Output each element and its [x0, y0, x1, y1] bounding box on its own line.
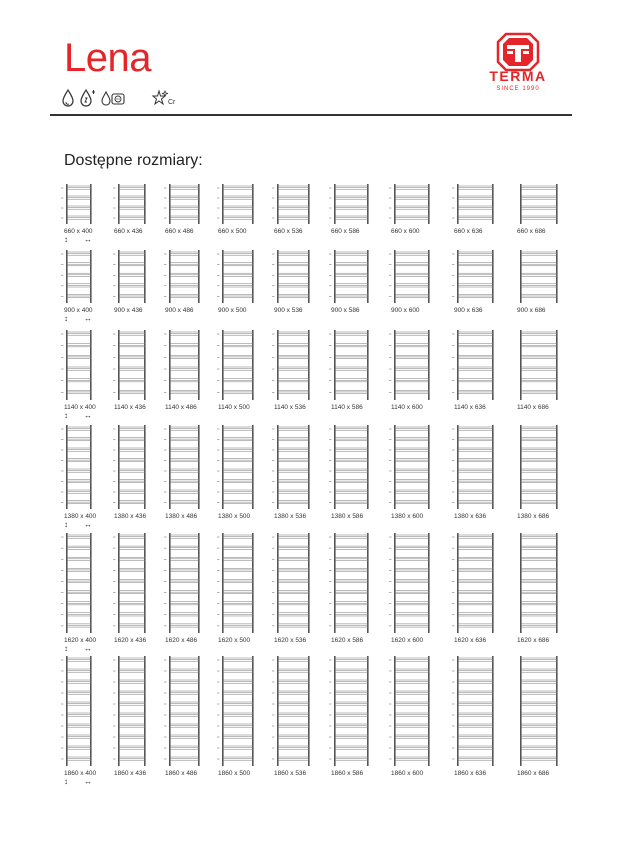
- size-label: 660 x 686: [517, 228, 546, 235]
- towel-radiator-icon: [271, 425, 312, 511]
- size-label: 1860 x 686: [517, 770, 550, 777]
- radiator-cell: [112, 184, 148, 254]
- radiator-cell: [60, 330, 94, 430]
- size-label: 900 x 500: [218, 307, 247, 314]
- towel-radiator-icon: [60, 533, 94, 635]
- radiator-cell: [60, 425, 97, 539]
- radiator-cell: [163, 250, 202, 333]
- size-label: 1620 x 436: [114, 637, 147, 644]
- height-arrow-icon: ↕: [64, 411, 68, 420]
- towel-radiator-icon: [388, 533, 432, 635]
- towel-radiator-icon: [328, 250, 371, 305]
- towel-radiator-icon: [112, 330, 148, 402]
- height-arrow-icon: ↕: [64, 314, 68, 323]
- size-label: 900 x 436: [114, 307, 143, 314]
- towel-radiator-icon: [216, 184, 256, 226]
- towel-radiator-icon: [388, 250, 432, 305]
- size-label: 1380 x 636: [454, 513, 487, 520]
- radiator-cell: [451, 250, 496, 333]
- radiator-cell: [163, 425, 202, 539]
- towel-radiator-icon: [112, 184, 148, 226]
- radiator-cell: [216, 330, 256, 430]
- size-label: 1620 x 636: [454, 637, 487, 644]
- towel-radiator-icon: [112, 250, 148, 305]
- size-label: 1140 x 586: [331, 404, 363, 411]
- radiator-cell: [328, 533, 371, 663]
- radiator-cell: [451, 330, 496, 430]
- radiator-cell: [163, 656, 202, 796]
- size-label: 1140 x 536: [274, 404, 306, 411]
- radiator-cell: [216, 250, 256, 333]
- towel-radiator-icon: [163, 425, 202, 511]
- sizes-heading: Dostępne rozmiary:: [64, 152, 203, 169]
- towel-radiator-icon: [328, 656, 371, 768]
- radiator-cell: [112, 250, 148, 333]
- height-arrow-icon: ↕: [64, 777, 68, 786]
- width-arrow-icon: ↔: [84, 314, 92, 323]
- towel-radiator-icon: [60, 330, 94, 402]
- width-arrow-icon: ↔: [84, 644, 92, 653]
- towel-radiator-icon: [388, 330, 432, 402]
- chrome-finish-icon: [150, 88, 176, 110]
- size-label: 1140 x 400: [64, 404, 96, 411]
- size-label: 660 x 486: [165, 228, 194, 235]
- water-drop-icon: [60, 88, 76, 108]
- towel-radiator-icon: [216, 533, 256, 635]
- radiator-cell: [112, 425, 148, 539]
- water-electric-icon: [78, 88, 98, 108]
- towel-radiator-icon: [216, 425, 256, 511]
- logo-since: SINCE 1990: [496, 86, 540, 92]
- size-label: 1140 x 500: [218, 404, 250, 411]
- towel-radiator-icon: [163, 656, 202, 768]
- size-label: 1860 x 500: [218, 770, 251, 777]
- radiator-cell: [216, 533, 256, 663]
- towel-radiator-icon: [388, 656, 432, 768]
- product-title: Lena: [64, 36, 151, 80]
- towel-radiator-icon: [112, 656, 148, 768]
- size-label: 1860 x 636: [454, 770, 487, 777]
- size-label: 660 x 400: [64, 228, 93, 235]
- towel-radiator-icon: [451, 330, 496, 402]
- size-label: 1620 x 600: [391, 637, 424, 644]
- size-label: 900 x 486: [165, 307, 194, 314]
- towel-radiator-icon: [163, 250, 202, 305]
- radiator-cell: [388, 184, 432, 254]
- towel-radiator-icon: [328, 425, 371, 511]
- radiator-cell: [388, 425, 432, 539]
- radiator-cell: [112, 533, 148, 663]
- towel-radiator-icon: [216, 330, 256, 402]
- towel-radiator-icon: [271, 656, 312, 768]
- radiator-cell: [451, 425, 496, 539]
- radiator-cell: [514, 533, 560, 663]
- size-label: 660 x 636: [454, 228, 483, 235]
- size-label: 1620 x 586: [331, 637, 364, 644]
- towel-radiator-icon: [451, 184, 496, 226]
- size-label: 1140 x 436: [114, 404, 146, 411]
- size-label: 1380 x 686: [517, 513, 550, 520]
- size-label: 900 x 600: [391, 307, 420, 314]
- logo-wordmark: TERMA: [489, 68, 547, 84]
- towel-radiator-icon: [60, 656, 94, 768]
- radiator-cell: [60, 656, 97, 796]
- radiator-cell: [328, 184, 371, 254]
- towel-radiator-icon: [216, 656, 256, 768]
- size-label: 1860 x 586: [331, 770, 364, 777]
- size-label: 1620 x 686: [517, 637, 550, 644]
- towel-radiator-icon: [271, 184, 312, 226]
- size-label: 660 x 586: [331, 228, 360, 235]
- radiator-cell: [60, 533, 97, 663]
- radiator-cell: [163, 330, 202, 430]
- radiator-cell: [60, 184, 94, 254]
- size-label: 900 x 586: [331, 307, 360, 314]
- radiator-cell: [328, 250, 371, 333]
- towel-radiator-icon: [514, 184, 560, 226]
- radiator-cell: [514, 250, 560, 333]
- radiator-cell: [271, 184, 312, 254]
- size-label: 900 x 400: [64, 307, 93, 314]
- size-label: 1380 x 600: [391, 513, 424, 520]
- towel-radiator-icon: [112, 425, 148, 511]
- size-label: 1620 x 536: [274, 637, 307, 644]
- height-arrow-icon: ↕: [64, 644, 68, 653]
- radiator-cell: [163, 533, 202, 663]
- size-label: 1860 x 436: [114, 770, 147, 777]
- towel-radiator-icon: [163, 533, 202, 635]
- towel-radiator-icon: [451, 250, 496, 305]
- radiator-cell: [271, 425, 312, 539]
- towel-radiator-icon: [451, 533, 496, 635]
- radiator-cell: [328, 656, 371, 796]
- towel-radiator-icon: [514, 425, 560, 511]
- radiator-cell: [388, 250, 432, 333]
- size-label: 1140 x 636: [454, 404, 486, 411]
- size-label: 1860 x 486: [165, 770, 198, 777]
- radiator-cell: [451, 533, 496, 663]
- size-label: 660 x 500: [218, 228, 247, 235]
- radiator-cell: [271, 656, 312, 796]
- radiator-cell: [112, 656, 148, 796]
- size-label: 900 x 636: [454, 307, 483, 314]
- radiator-cell: [271, 330, 312, 430]
- size-label: 1860 x 536: [274, 770, 307, 777]
- towel-radiator-icon: [163, 330, 202, 402]
- header-divider: [50, 114, 572, 116]
- width-arrow-icon: ↔: [84, 777, 92, 786]
- towel-radiator-icon: [271, 330, 312, 402]
- size-label: 1860 x 600: [391, 770, 424, 777]
- size-label: 1380 x 486: [165, 513, 198, 520]
- size-label: 1380 x 586: [331, 513, 364, 520]
- radiator-cell: [216, 184, 256, 254]
- towel-radiator-icon: [514, 250, 560, 305]
- radiator-cell: [271, 250, 312, 333]
- radiator-cell: [514, 184, 560, 254]
- radiator-cell: [451, 656, 496, 796]
- towel-radiator-icon: [388, 184, 432, 226]
- radiator-cell: [514, 425, 560, 539]
- towel-radiator-icon: [60, 184, 94, 226]
- towel-radiator-icon: [451, 656, 496, 768]
- radiator-cell: [388, 330, 432, 430]
- size-label: 1380 x 436: [114, 513, 147, 520]
- size-label: 1380 x 400: [64, 513, 97, 520]
- width-arrow-icon: ↔: [84, 411, 92, 420]
- towel-radiator-icon: [271, 533, 312, 635]
- radiator-cell: [514, 330, 560, 430]
- size-label: 660 x 600: [391, 228, 420, 235]
- width-arrow-icon: ↔: [84, 520, 92, 529]
- radiator-cell: [271, 533, 312, 663]
- towel-radiator-icon: [514, 656, 560, 768]
- towel-radiator-icon: [163, 184, 202, 226]
- towel-radiator-icon: [451, 425, 496, 511]
- electric-plug-icon: [100, 88, 126, 108]
- towel-radiator-icon: [112, 533, 148, 635]
- radiator-cell: [328, 330, 371, 430]
- size-label: 1140 x 486: [165, 404, 197, 411]
- size-label: 1620 x 400: [64, 637, 97, 644]
- towel-radiator-icon: [514, 330, 560, 402]
- towel-radiator-icon: [60, 425, 94, 511]
- size-label: 1140 x 600: [391, 404, 423, 411]
- towel-radiator-icon: [271, 250, 312, 305]
- towel-radiator-icon: [328, 184, 371, 226]
- radiator-cell: [112, 330, 148, 430]
- size-label: 1380 x 536: [274, 513, 307, 520]
- towel-radiator-icon: [216, 250, 256, 305]
- size-label: 1860 x 400: [64, 770, 97, 777]
- towel-radiator-icon: [328, 330, 371, 402]
- radiator-cell: [451, 184, 496, 254]
- towel-radiator-icon: [328, 533, 371, 635]
- size-label: 1380 x 500: [218, 513, 251, 520]
- towel-radiator-icon: [514, 533, 560, 635]
- towel-radiator-icon: [60, 250, 94, 305]
- size-label: 900 x 686: [517, 307, 546, 314]
- radiator-cell: [216, 425, 256, 539]
- width-arrow-icon: ↔: [84, 235, 92, 244]
- height-arrow-icon: ↕: [64, 520, 68, 529]
- size-label: 1140 x 686: [517, 404, 549, 411]
- radiator-cell: [514, 656, 560, 796]
- radiator-cell: [388, 533, 432, 663]
- radiator-cell: [163, 184, 202, 254]
- radiator-cell: [60, 250, 94, 333]
- size-label: 1620 x 486: [165, 637, 198, 644]
- radiator-cell: [216, 656, 256, 796]
- size-label: 660 x 536: [274, 228, 303, 235]
- radiator-cell: [388, 656, 432, 796]
- size-label: 660 x 436: [114, 228, 143, 235]
- radiator-cell: [328, 425, 371, 539]
- towel-radiator-icon: [388, 425, 432, 511]
- height-arrow-icon: ↕: [64, 235, 68, 244]
- size-label: 1620 x 500: [218, 637, 251, 644]
- svg-text:Cr: Cr: [168, 99, 176, 106]
- size-label: 900 x 536: [274, 307, 303, 314]
